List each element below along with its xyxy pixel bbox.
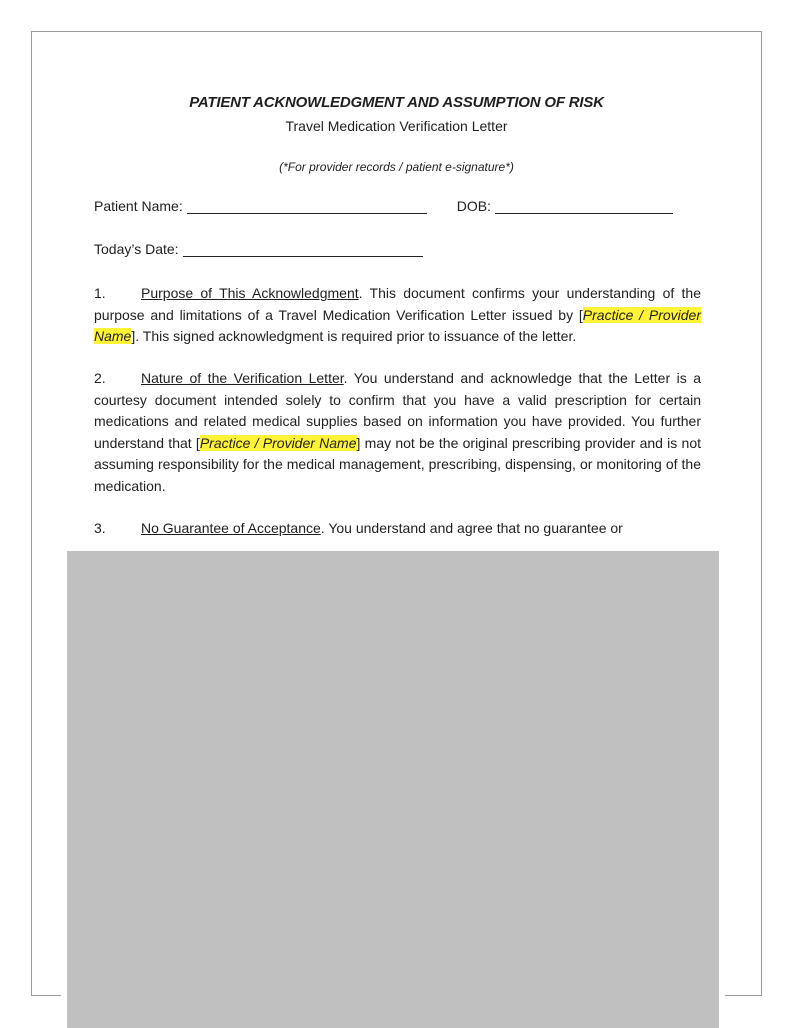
section-text: . You understand and agree that no guarantee or bbox=[320, 520, 623, 536]
section-1 bbox=[94, 283, 701, 348]
page-edge-right bbox=[725, 995, 762, 996]
section-text: . This document confirms your understanding of the purpose and limitations of a Travel Medication Verification Letter issued by [ bbox=[94, 285, 701, 323]
patient-info-row bbox=[94, 198, 673, 214]
todays-date-row bbox=[94, 241, 423, 257]
placeholder-highlight: Practice / Provider Name bbox=[94, 306, 702, 344]
preview-cover-block bbox=[67, 551, 719, 1028]
patient-name-label: Patient Name: bbox=[94, 198, 183, 214]
document-subtitle: Travel Medication Verification Letter bbox=[285, 118, 508, 134]
dob-label: DOB: bbox=[456, 198, 491, 214]
section-heading: Purpose of This Acknowledgment bbox=[141, 285, 359, 301]
dob-blank[interactable] bbox=[495, 201, 673, 214]
section-text: . You understand and acknowledge that the Letter is a courtesy document intended solely to confirm that you have a valid prescription for certain medications and related medical supplies based on information you have provided. You further understand that [ bbox=[94, 370, 701, 451]
section-heading: No Guarantee of Acceptance bbox=[141, 520, 321, 536]
section-text: ] may not be the original prescribing provider and is not assuming responsibility for the medical management, prescribing, dispensing, or monitoring of the medication. bbox=[94, 434, 702, 494]
document-note: (*For provider records / patient e-signature*) bbox=[279, 160, 514, 174]
section-number: 1. bbox=[94, 285, 106, 301]
section-number: 2. bbox=[94, 370, 106, 386]
todays-date-blank[interactable] bbox=[183, 244, 423, 257]
todays-date-label: Today’s Date: bbox=[94, 241, 179, 257]
section-3 bbox=[94, 518, 701, 540]
patient-name-blank[interactable] bbox=[187, 201, 427, 214]
section-number: 3. bbox=[94, 520, 106, 536]
section-heading: Nature of the Verification Letter bbox=[141, 370, 344, 386]
document-title: PATIENT ACKNOWLEDGMENT AND ASSUMPTION OF RISK bbox=[189, 94, 604, 111]
section-text: ]. This signed acknowledgment is required prior to issuance of the letter. bbox=[131, 328, 577, 344]
section-2 bbox=[94, 368, 701, 497]
page-edge-left bbox=[31, 995, 61, 996]
placeholder-highlight: Practice / Provider Name bbox=[199, 434, 357, 451]
